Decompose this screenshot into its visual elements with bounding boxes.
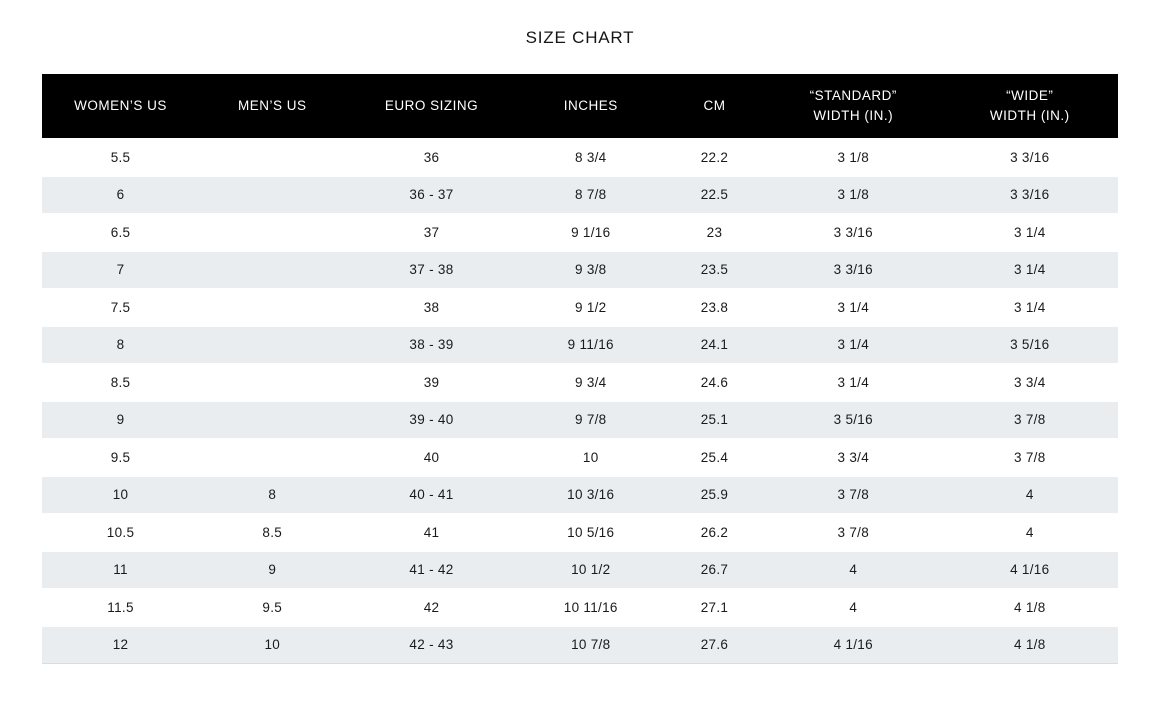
table-row (42, 214, 1118, 252)
table-cell: 36 - 37 (345, 176, 517, 214)
table-cell: 37 (345, 214, 517, 252)
table-cell: 41 - 42 (345, 551, 517, 589)
table-cell: 12 (42, 626, 199, 664)
table-cell: 9.5 (42, 439, 199, 477)
column-header-euro-sizing (345, 74, 517, 139)
table-row (42, 439, 1118, 477)
table-cell: 3 3/4 (942, 364, 1119, 402)
table-cell: 3 3/16 (765, 214, 941, 252)
table-cell: 8 (42, 326, 199, 364)
table-cell: 3 3/16 (765, 251, 941, 289)
table-cell: 11.5 (42, 589, 199, 627)
table-cell: 3 1/4 (765, 364, 941, 402)
table-row (42, 401, 1118, 439)
table-row (42, 476, 1118, 514)
table-cell: 8 (199, 476, 345, 514)
table-cell: 6 (42, 176, 199, 214)
size-chart-table (42, 74, 1118, 664)
table-cell (199, 251, 345, 289)
column-header-mens-us (199, 74, 345, 139)
table-cell: 3 5/16 (765, 401, 941, 439)
table-cell: 4 (942, 476, 1119, 514)
table-row (42, 289, 1118, 327)
table-cell: 10 (42, 476, 199, 514)
table-cell: 10 (199, 626, 345, 664)
size-table-container (0, 74, 1160, 664)
header-line-1: EURO SIZING (384, 98, 479, 114)
table-cell: 40 - 41 (345, 476, 517, 514)
table-cell: 3 7/8 (765, 514, 941, 552)
table-cell (199, 364, 345, 402)
table-row (42, 176, 1118, 214)
header-line-1: MEN’S US (238, 98, 307, 114)
table-cell: 23 (664, 214, 765, 252)
table-cell: 11 (42, 551, 199, 589)
table-row (42, 251, 1118, 289)
table-cell: 39 (345, 364, 517, 402)
table-cell: 9 11/16 (518, 326, 664, 364)
table-cell: 10 7/8 (518, 626, 664, 664)
table-cell: 36 (345, 139, 517, 177)
table-row (42, 364, 1118, 402)
header-line-2: WIDTH (IN.) (989, 108, 1070, 123)
table-cell: 8.5 (42, 364, 199, 402)
page-title: SIZE CHART (525, 28, 635, 47)
table-cell: 22.2 (664, 139, 765, 177)
table-cell: 40 (345, 439, 517, 477)
table-cell: 3 7/8 (765, 476, 941, 514)
table-cell: 9 3/8 (518, 251, 664, 289)
table-cell: 26.2 (664, 514, 765, 552)
table-cell: 3 3/16 (942, 176, 1119, 214)
table-cell (199, 326, 345, 364)
table-cell: 4 (765, 589, 941, 627)
table-cell: 4 1/16 (942, 551, 1119, 589)
header-line-1: “WIDE” (1006, 88, 1054, 104)
table-row (42, 626, 1118, 664)
table-cell: 3 5/16 (942, 326, 1119, 364)
header-line-2: WIDTH (IN.) (813, 108, 894, 123)
table-row (42, 514, 1118, 552)
table-cell: 9.5 (199, 589, 345, 627)
table-cell: 4 (765, 551, 941, 589)
table-cell: 26.7 (664, 551, 765, 589)
table-cell: 3 1/4 (942, 251, 1119, 289)
table-cell: 3 1/8 (765, 176, 941, 214)
table-cell: 10 1/2 (518, 551, 664, 589)
table-cell (199, 401, 345, 439)
table-cell (199, 139, 345, 177)
table-cell: 25.4 (664, 439, 765, 477)
table-cell: 9 7/8 (518, 401, 664, 439)
table-cell: 27.6 (664, 626, 765, 664)
table-cell: 42 - 43 (345, 626, 517, 664)
table-cell: 25.9 (664, 476, 765, 514)
table-cell: 38 (345, 289, 517, 327)
header-line-1: WOMEN’S US (74, 98, 167, 114)
table-row (42, 139, 1118, 177)
table-cell: 7.5 (42, 289, 199, 327)
column-header-wide-width (942, 74, 1119, 139)
header-row (42, 74, 1118, 139)
table-cell: 3 1/4 (765, 289, 941, 327)
table-cell: 10 (518, 439, 664, 477)
table-cell: 9 1/16 (518, 214, 664, 252)
table-cell: 42 (345, 589, 517, 627)
header-line-1: “STANDARD” (809, 88, 897, 104)
table-cell: 23.8 (664, 289, 765, 327)
table-row (42, 326, 1118, 364)
table-cell: 39 - 40 (345, 401, 517, 439)
table-cell: 9 3/4 (518, 364, 664, 402)
table-cell: 10 11/16 (518, 589, 664, 627)
table-cell: 3 3/16 (942, 139, 1119, 177)
table-cell: 5.5 (42, 139, 199, 177)
table-cell: 37 - 38 (345, 251, 517, 289)
table-cell (199, 214, 345, 252)
table-cell: 8.5 (199, 514, 345, 552)
column-header-inches (518, 74, 664, 139)
table-cell: 24.6 (664, 364, 765, 402)
table-cell: 23.5 (664, 251, 765, 289)
table-cell: 4 1/16 (765, 626, 941, 664)
table-row (42, 589, 1118, 627)
table-cell: 10.5 (42, 514, 199, 552)
table-header (42, 74, 1118, 139)
table-cell: 3 1/4 (765, 326, 941, 364)
table-cell: 4 (942, 514, 1119, 552)
table-cell: 27.1 (664, 589, 765, 627)
table-cell: 7 (42, 251, 199, 289)
table-cell: 10 5/16 (518, 514, 664, 552)
table-cell: 6.5 (42, 214, 199, 252)
table-body (42, 139, 1118, 664)
table-cell: 3 1/8 (765, 139, 941, 177)
table-cell: 9 1/2 (518, 289, 664, 327)
table-cell: 8 3/4 (518, 139, 664, 177)
table-cell: 8 7/8 (518, 176, 664, 214)
table-cell: 3 7/8 (942, 401, 1119, 439)
table-cell (199, 439, 345, 477)
column-header-standard-width (765, 74, 941, 139)
table-cell: 9 (42, 401, 199, 439)
column-header-womens-us (42, 74, 199, 139)
table-cell: 10 3/16 (518, 476, 664, 514)
table-cell: 3 1/4 (942, 214, 1119, 252)
table-cell (199, 176, 345, 214)
table-row (42, 551, 1118, 589)
table-cell: 25.1 (664, 401, 765, 439)
table-cell: 24.1 (664, 326, 765, 364)
table-cell (199, 289, 345, 327)
table-cell: 3 7/8 (942, 439, 1119, 477)
table-cell: 3 1/4 (942, 289, 1119, 327)
table-cell: 4 1/8 (942, 589, 1119, 627)
table-cell: 4 1/8 (942, 626, 1119, 664)
table-cell: 22.5 (664, 176, 765, 214)
table-cell: 9 (199, 551, 345, 589)
table-cell: 38 - 39 (345, 326, 517, 364)
column-header-cm (664, 74, 765, 139)
header-line-1: CM (703, 98, 726, 114)
header-line-1: INCHES (563, 98, 618, 114)
table-cell: 3 3/4 (765, 439, 941, 477)
table-cell: 41 (345, 514, 517, 552)
